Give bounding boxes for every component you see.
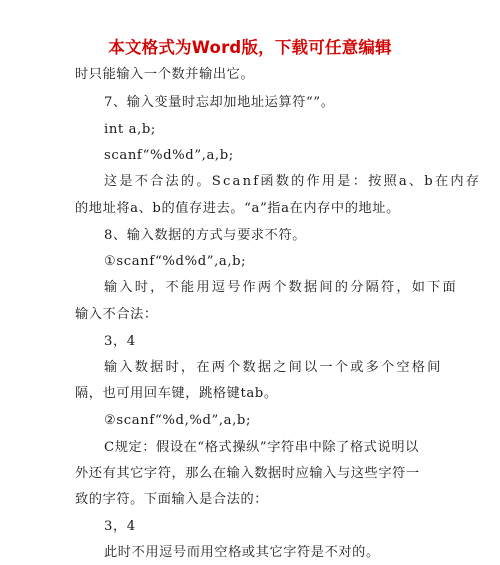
- text-line: 3，4: [104, 334, 136, 349]
- code-line: ②scanf“%d,%d”,a,b;: [104, 413, 252, 428]
- page-header-title: 本文格式为Word版，下载可任意编辑: [108, 38, 392, 57]
- text-line: 外还有其它字符，那么在输入数据时应输入与这些字符一: [75, 466, 420, 481]
- code-line: scanf“%d%d”,a,b;: [104, 148, 234, 163]
- text-line: 此时不用逗号而用空格或其它字符是不对的。: [104, 545, 380, 560]
- text-line: 输入不合法：: [75, 307, 158, 322]
- text-line: 的地址将a、b的值存进去。“a”指a在内存中的地址。: [75, 201, 400, 216]
- text-line: 这是不合法的。Scanf函数的作用是：按照a、b在内存: [104, 174, 482, 189]
- code-line: ①scanf“%d%d”,a,b;: [104, 254, 247, 269]
- text-line: 隔，也可用回车键，跳格键tab。: [75, 386, 278, 401]
- text-line: 8、输入数据的方式与要求不符。: [104, 228, 307, 243]
- code-line: int a,b;: [104, 122, 156, 137]
- text-line: 致的字符。下面输入是合法的：: [75, 492, 269, 507]
- text-line: 输入数据时，在两个数据之间以一个或多个空格间: [104, 360, 443, 375]
- text-line: 7、输入变量时忘却加地址运算符“”。: [104, 95, 335, 110]
- text-line: 时只能输入一个数并输出它。: [75, 67, 255, 82]
- text-line: 输入时，不能用逗号作两个数据间的分隔符，如下面: [104, 280, 458, 295]
- text-line: C规定：假设在“格式操纵”字符串中除了格式说明以: [104, 440, 419, 455]
- text-line: 3，4: [104, 519, 136, 534]
